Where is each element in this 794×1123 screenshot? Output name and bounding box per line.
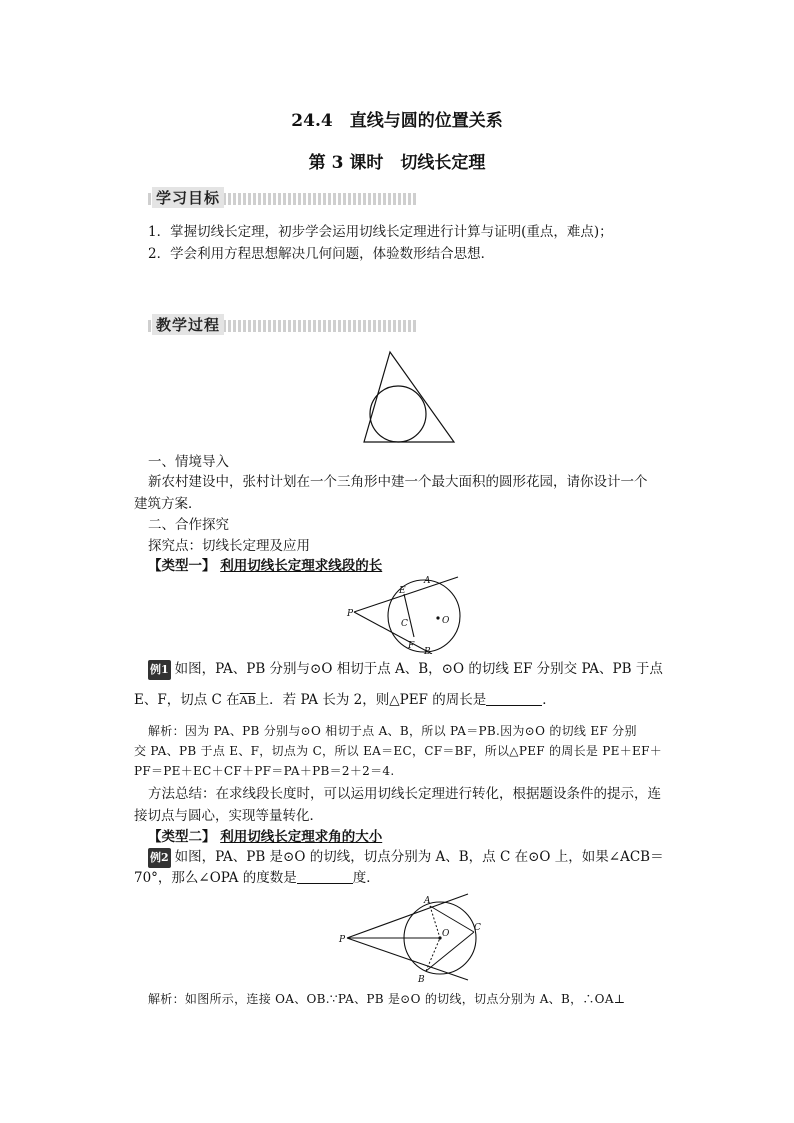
page-title: 24.4 直线与圆的位置关系	[291, 111, 503, 131]
type1-title: 利用切线长定理求线段的长	[220, 558, 383, 574]
answer-blank-1[interactable]	[486, 692, 542, 706]
ex1-text-2a: E、F，切点 C 在	[134, 692, 240, 708]
sol1-line2: 交 PA、PB 于点 E、F，切点为 C，所以 EA＝EC，CF＝BF，所以△PEF 的周长是 PE＋EF＋	[134, 744, 663, 758]
section-header-goals	[148, 190, 418, 208]
page-subtitle: 第 3 课时 切线长定理	[308, 153, 486, 173]
ex2-text-1: 如图，PA、PB 是⊙O 的切线，切点分别为 A、B，点 C 在⊙O 上，如果∠ACB＝	[174, 849, 664, 865]
ex1-text-1: 如图，PA、PB 分别与⊙O 相切于点 A、B，⊙O 的切线 EF 分别交 PA、PB 于点	[174, 661, 663, 677]
label-b: B	[418, 975, 425, 984]
tangent-pb	[354, 612, 432, 654]
ex1-text-2c: ．	[542, 692, 556, 708]
label-a: A	[424, 576, 431, 586]
incircle-shape	[370, 386, 426, 442]
ex2-line2	[134, 868, 676, 888]
label-o: O	[442, 616, 450, 626]
figure-tangent-ef	[346, 572, 466, 654]
type2-title: 利用切线长定理求角的大小	[220, 829, 383, 845]
sol1-line3: PF＝PE＋EC＋CF＋PF＝PA＋PB＝2＋2＝4.	[134, 764, 395, 778]
type2-heading	[148, 827, 382, 847]
ex2-badge: 例2	[148, 848, 171, 868]
section-label-goals: 学习目标	[152, 187, 224, 208]
figure-triangle-incircle	[362, 350, 458, 446]
ex1-badge: 例1	[148, 660, 171, 680]
segment-ob	[426, 938, 440, 971]
ex2-text-2a: 70°，那么∠OPA 的度数是	[134, 870, 297, 886]
sol1-line1: 解析：因为 PA、PB 分别与⊙O 相切于点 A、B，所以 PA＝PB.因为⊙O 的切线 EF 分别	[148, 724, 637, 738]
intro-text-line2: 建筑方案．	[134, 496, 202, 512]
tangent-ef	[404, 594, 414, 637]
label-p: P	[347, 609, 354, 619]
intro-heading: 一、情境导入	[148, 454, 229, 470]
arc-ab: $\overline{AB}$	[239, 694, 256, 707]
label-a: A	[424, 896, 431, 906]
label-c: C	[474, 923, 481, 933]
label-p: P	[339, 935, 346, 945]
ex1-line2	[134, 690, 676, 711]
label-c: C	[401, 619, 408, 629]
tangent-pb	[347, 938, 468, 980]
label-o: O	[442, 929, 450, 939]
label-b: B	[424, 647, 431, 654]
goal-item-2: 2．学会利用方程思想解决几何问题，体验数形结合思想．	[148, 246, 495, 262]
method-line1: 方法总结：在求线段长度时，可以运用切线长定理进行转化，根据题设条件的提示，连	[148, 786, 661, 802]
method-line2: 接切点与圆心，实现等量转化．	[134, 808, 323, 824]
type2-tag: 【类型二】	[148, 829, 216, 845]
answer-blank-2[interactable]	[297, 870, 353, 884]
ex2-text-2b: 度．	[352, 870, 380, 886]
tangent-pa	[354, 577, 458, 612]
ex1-line1	[148, 659, 676, 680]
explore-heading: 二、合作探究	[148, 517, 229, 533]
explore-point: 探究点：切线长定理及应用	[148, 538, 310, 554]
triangle-shape	[364, 352, 454, 442]
section-header-process	[148, 317, 418, 335]
goal-item-1: 1．掌握切线长定理，初步学会运用切线长定理进行计算与证明(重点，难点)；	[148, 224, 613, 240]
ex1-text-2b: 上．若 PA 长为 2，则△PEF 的周长是	[255, 692, 487, 708]
center-o	[436, 616, 439, 619]
label-f: F	[408, 641, 415, 651]
segment-ac	[430, 906, 474, 932]
sol2-line1: 解析：如图所示，连接 OA、OB.∵PA、PB 是⊙O 的切线，切点分别为 A、B，∴OA⊥	[148, 992, 626, 1006]
figure-tangent-angle	[338, 892, 488, 984]
ex2-line1	[148, 847, 676, 868]
label-e: E	[399, 586, 406, 596]
intro-text-line1: 新农村建设中，张村计划在一个三角形中建一个最大面积的圆形花园，请你设计一个	[148, 474, 648, 490]
type1-tag: 【类型一】	[148, 558, 216, 574]
tangent-pa	[347, 894, 468, 938]
section-label-process: 教学过程	[152, 314, 224, 335]
